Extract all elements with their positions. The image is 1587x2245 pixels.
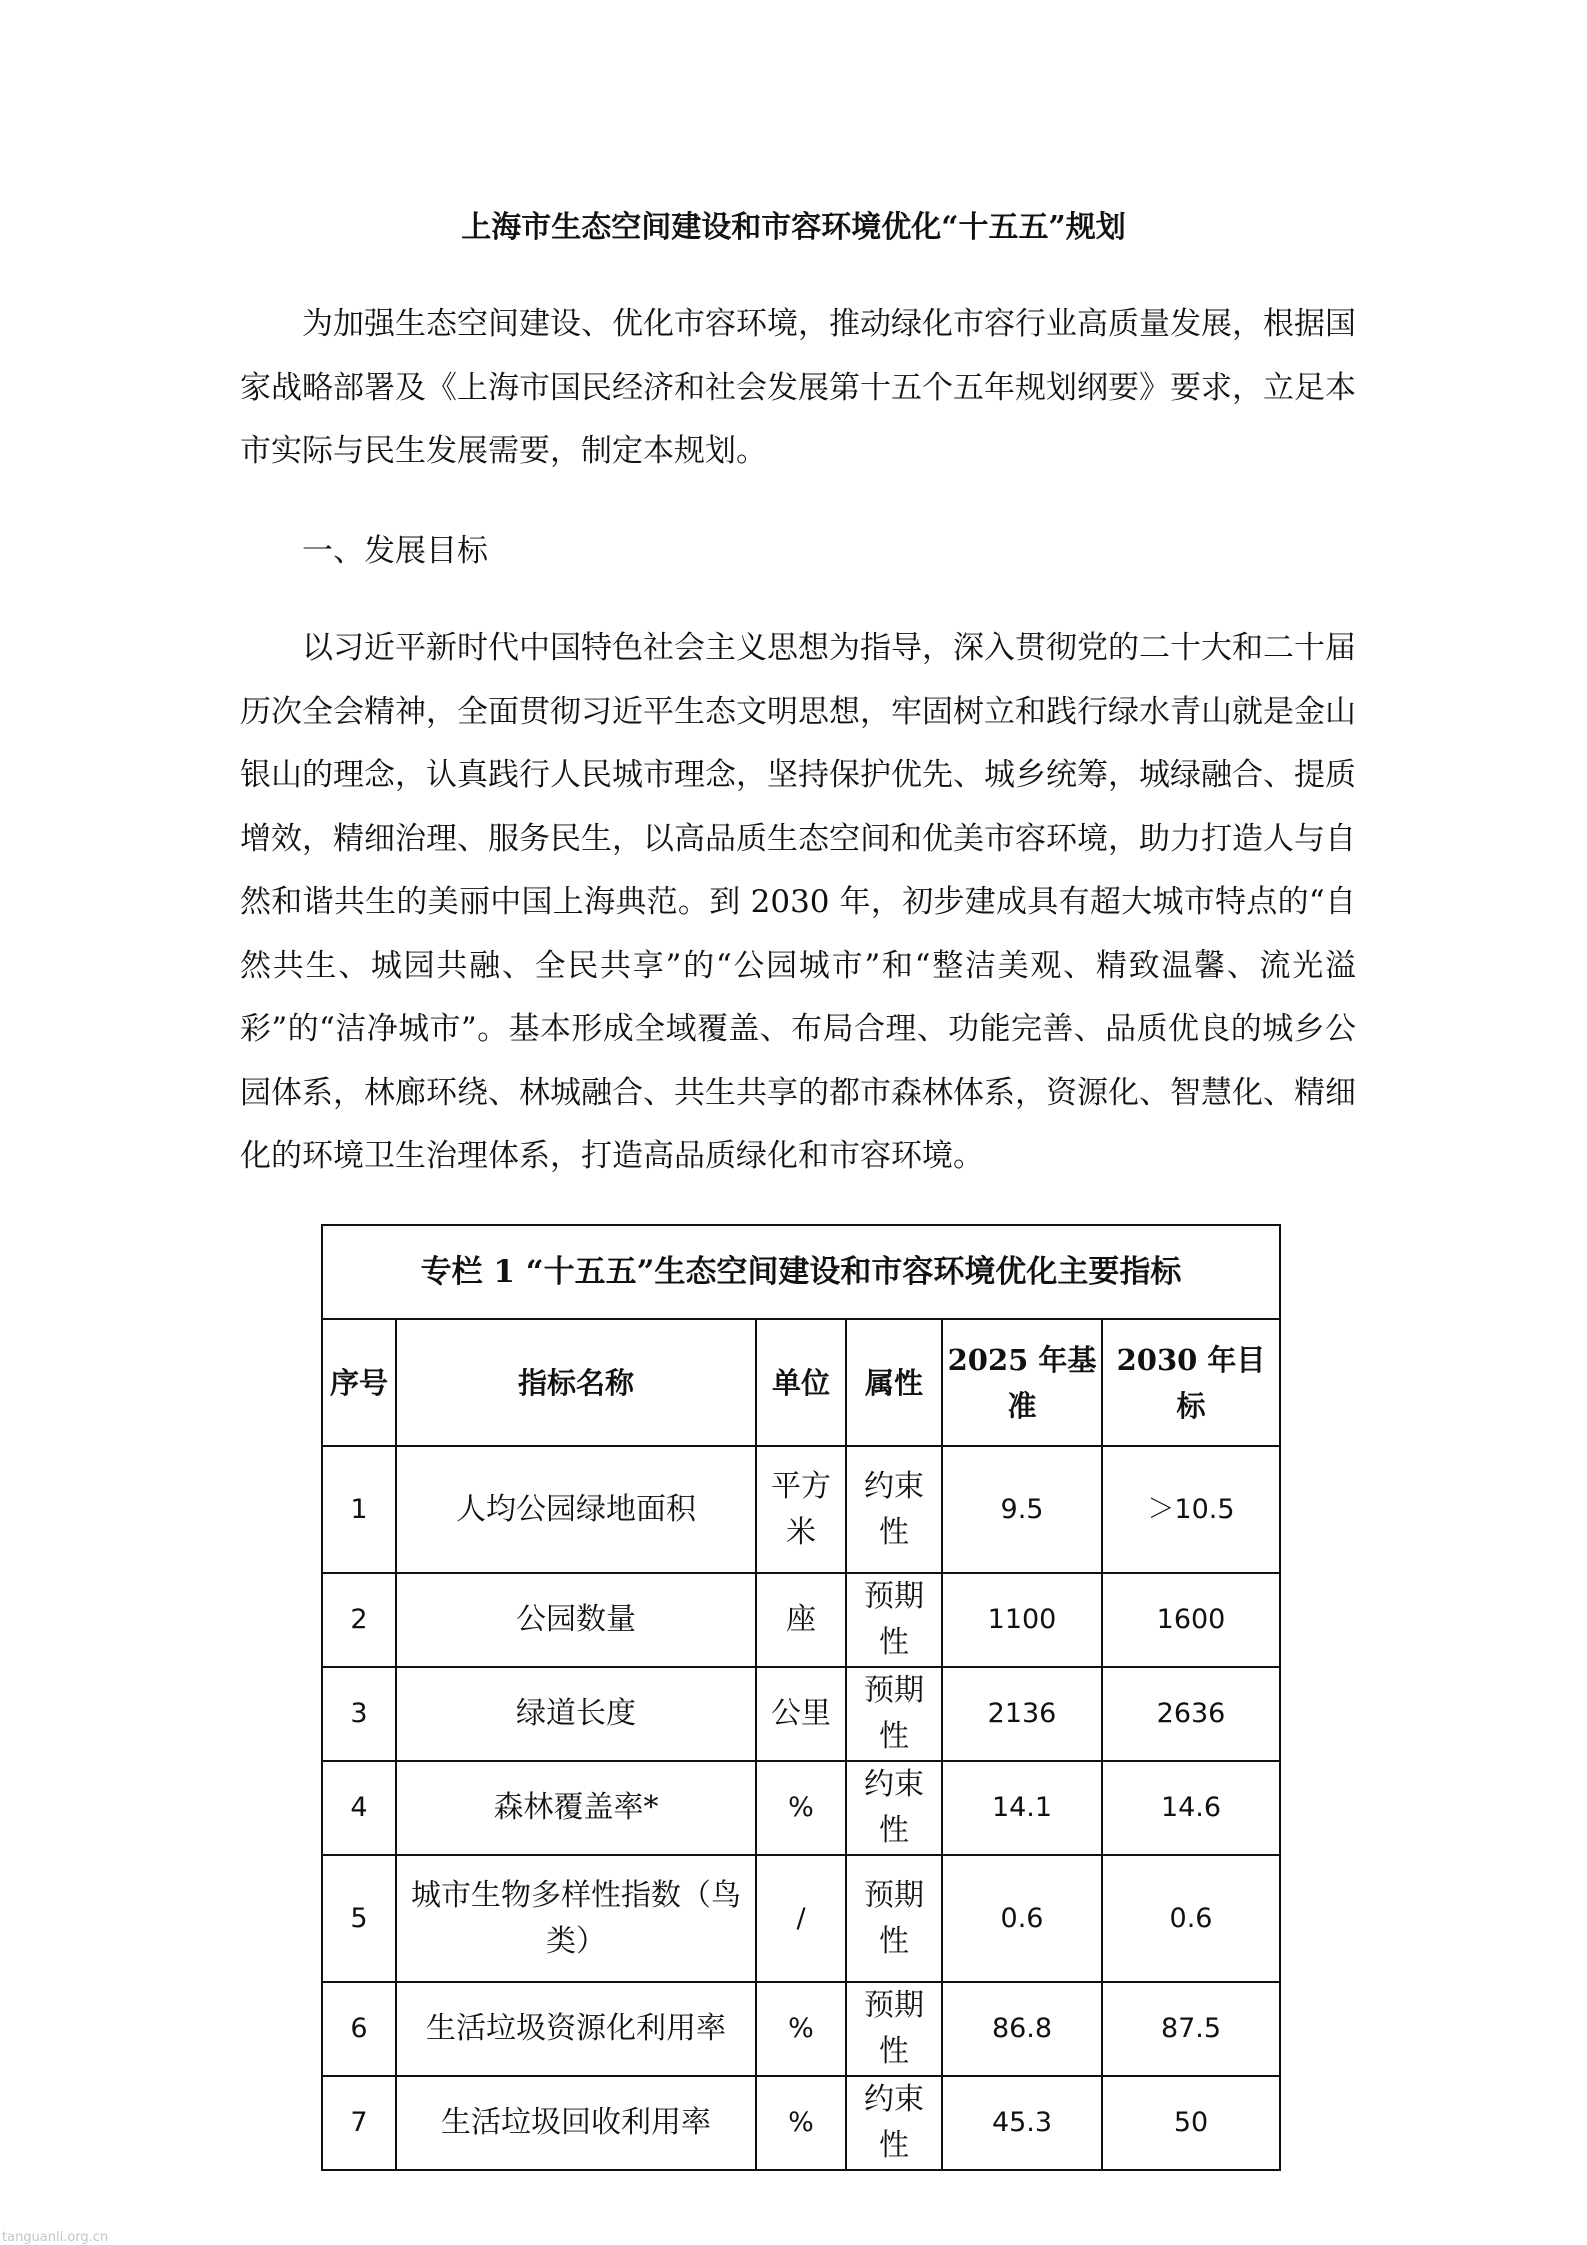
cell-attr: 约束性	[846, 1446, 942, 1573]
table-row	[322, 1573, 1280, 1667]
header-unit: 单位	[756, 1319, 846, 1446]
cell-unit: %	[756, 1982, 846, 2076]
cell-name: 绿道长度	[396, 1667, 756, 1761]
cell-unit: 平方米	[756, 1446, 846, 1573]
section-heading: 一、发展目标	[302, 533, 488, 569]
cell-attr: 约束性	[846, 1761, 942, 1855]
cell-base: 45.3	[942, 2076, 1102, 2170]
cell-no: 7	[322, 2076, 396, 2170]
cell-base: 9.5	[942, 1446, 1102, 1573]
section-body-paragraph: 以习近平新时代中国特色社会主义思想为指导，深入贯彻党的二十大和二十届历次全会精神，全面贯彻习近平生态文明思想，牢固树立和践行绿水青山就是金山银山的理念，认真践行人民城市理念，坚持保护优先、城乡统筹，城绿融合、提质增效，精细治理、服务民生，以高品质生态空间和优美市容环境，助力打造人与自然和谐共生的美丽中国上海典范。到 2030 年，初步建成具有超大城市特点的“自然共生、城园共融、全民共享”的“公园城市”和“整洁美观、精致温馨、流光溢彩”的“洁净城市”。基本形成全域覆盖、布局合理、功能完善、品质优良的城乡公园体系，林廊环绕、林城融合、共生共享的都市森林体系，资源化、智慧化、精细化的环境卫生治理体系，打造高品质绿化和市容环境。	[240, 630, 1356, 1174]
cell-no: 2	[322, 1573, 396, 1667]
cell-base: 1100	[942, 1573, 1102, 1667]
cell-base: 14.1	[942, 1761, 1102, 1855]
table-caption: 专栏 1 “十五五”生态空间建设和市容环境优化主要指标	[322, 1225, 1280, 1319]
cell-unit: 座	[756, 1573, 846, 1667]
cell-name: 森林覆盖率*	[396, 1761, 756, 1855]
cell-unit: %	[756, 2076, 846, 2170]
cell-base: 2136	[942, 1667, 1102, 1761]
cell-target: 50	[1102, 2076, 1280, 2170]
header-base: 2025 年基准	[942, 1319, 1102, 1446]
table-row	[322, 1667, 1280, 1761]
cell-name: 人均公园绿地面积	[396, 1446, 756, 1573]
cell-name: 城市生物多样性指数（鸟类）	[396, 1855, 756, 1982]
cell-base: 0.6	[942, 1855, 1102, 1982]
document-title: 上海市生态空间建设和市容环境优化“十五五”规划	[461, 210, 1126, 245]
cell-name: 生活垃圾资源化利用率	[396, 1982, 756, 2076]
cell-target: 14.6	[1102, 1761, 1280, 1855]
indicator-table	[321, 1224, 1281, 2171]
cell-no: 3	[322, 1667, 396, 1761]
table-header-row	[322, 1319, 1280, 1446]
cell-no: 5	[322, 1855, 396, 1982]
cell-no: 1	[322, 1446, 396, 1573]
header-target: 2030 年目标	[1102, 1319, 1280, 1446]
header-name: 指标名称	[396, 1319, 756, 1446]
table-row	[322, 1855, 1280, 1982]
watermark-text: tanguanli.org.cn	[2, 2230, 109, 2245]
table-row	[322, 1446, 1280, 1573]
cell-unit: /	[756, 1855, 846, 1982]
table-caption-row	[322, 1225, 1280, 1319]
cell-no: 6	[322, 1982, 396, 2076]
cell-target: 1600	[1102, 1573, 1280, 1667]
cell-name: 生活垃圾回收利用率	[396, 2076, 756, 2170]
cell-target: 0.6	[1102, 1855, 1280, 1982]
cell-base: 86.8	[942, 1982, 1102, 2076]
cell-name: 公园数量	[396, 1573, 756, 1667]
cell-unit: 公里	[756, 1667, 846, 1761]
table-row	[322, 1761, 1280, 1855]
header-no: 序号	[322, 1319, 396, 1446]
cell-attr: 约束性	[846, 2076, 942, 2170]
table-row	[322, 2076, 1280, 2170]
cell-target: 2636	[1102, 1667, 1280, 1761]
intro-paragraph: 为加强生态空间建设、优化市容环境，推动绿化市容行业高质量发展，根据国家战略部署及《上海市国民经济和社会发展第十五个五年规划纲要》要求，立足本市实际与民生发展需要，制定本规划。	[240, 306, 1356, 469]
cell-attr: 预期性	[846, 1667, 942, 1761]
cell-no: 4	[322, 1761, 396, 1855]
cell-unit: %	[756, 1761, 846, 1855]
cell-target: ＞10.5	[1102, 1446, 1280, 1573]
cell-attr: 预期性	[846, 1855, 942, 1982]
cell-target: 87.5	[1102, 1982, 1280, 2076]
header-attr: 属性	[846, 1319, 942, 1446]
cell-attr: 预期性	[846, 1573, 942, 1667]
table-row	[322, 1982, 1280, 2076]
cell-attr: 预期性	[846, 1982, 942, 2076]
